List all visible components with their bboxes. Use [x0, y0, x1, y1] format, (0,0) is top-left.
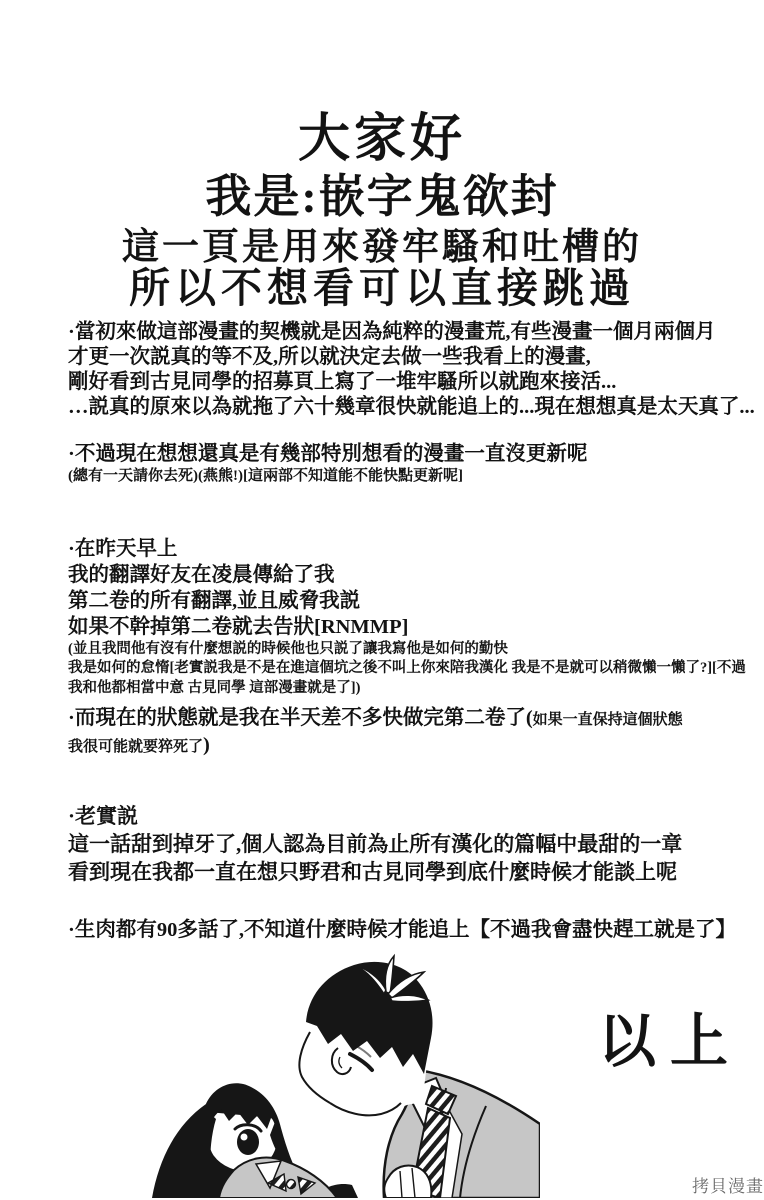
manga-illustration-komi-tadano-bowing — [88, 952, 540, 1198]
status-close-paren: ) — [203, 734, 210, 756]
text-note: 我是如何的怠惰[老實説我是不是在進這個坑之後不叫上你來陪我漢化 我是不是就可以稍微懶一懶了?][不過 — [68, 660, 746, 677]
paragraph-intro — [68, 320, 756, 420]
closing-statement: 以上 — [598, 1009, 743, 1074]
text-line: ·在昨天早上 — [68, 538, 178, 560]
text-line: …説真的原來以為就拖了六十幾章很快就能追上的...現在想想真是太天真了... — [68, 396, 755, 418]
text-line: 剛好看到古見同學的招募頁上寫了一堆牢騷所以就跑來接活... — [68, 371, 617, 393]
text-line: 看到現在我都一直在想只野君和古見同學到底什麼時候才能談上呢 — [68, 860, 677, 884]
text-note: 我和他都相當中意 古見同學 這部漫畫就是了]) — [68, 679, 361, 696]
page-title-greeting: 大家好 — [297, 111, 466, 168]
text-line: 這一話甜到掉牙了,個人認為目前為止所有漢化的篇幅中最甜的一章 — [68, 832, 683, 856]
paragraph-no-update — [68, 442, 756, 486]
page-title-identity: 我是:嵌字鬼欲封 — [205, 171, 559, 222]
status-note-line2: 我很可能就要猝死了 — [68, 739, 204, 755]
paragraph-status — [68, 706, 756, 760]
text-line: 我的翻譯好友在凌晨傳給了我 — [68, 564, 335, 586]
text-line — [68, 733, 756, 760]
paragraph-raw-chapters — [68, 918, 756, 943]
status-main-text: ·而現在的狀態就是我在半天差不多快做完第二卷了( — [68, 707, 533, 729]
komi-eye — [237, 1129, 259, 1155]
text-line: ·不過現在想想還真是有幾部特別想看的漫畫一直沒更新呢 — [68, 443, 588, 465]
text-line: ·生肉都有90多話了,不知道什麼時候才能追上【不過我會盡快趕工就是了】 — [68, 919, 736, 941]
paragraph-honest — [68, 802, 756, 886]
text-line: 才更一次説真的等不及,所以就決定去做一些我看上的漫畫, — [68, 346, 591, 368]
text-line: ·老實説 — [68, 804, 139, 828]
text-line — [68, 706, 756, 733]
site-watermark: 拷貝漫畫 — [692, 1177, 764, 1196]
page-title-skip-hint: 所以不想看可以直接跳過 — [129, 265, 635, 311]
text-line: 第二卷的所有翻譯,並且威脅我説 — [68, 590, 361, 612]
text-line: 如果不幹掉第二卷就去告狀[RNMMP] — [68, 616, 409, 638]
text-line: ·當初來做這部漫畫的契機就是因為純粹的漫畫荒,有些漫畫一個月兩個月 — [68, 321, 716, 343]
page-title-purpose: 這一頁是用來發牢騷和吐槽的 — [122, 227, 642, 268]
paragraph-yesterday — [68, 536, 756, 698]
text-note: (總有一天請你去死)(燕熊!)[這兩部不知道能不能快點更新呢] — [68, 468, 463, 484]
status-note-inline: 如果一直保持這個狀態 — [532, 712, 683, 728]
tadano-figure — [298, 956, 540, 1198]
text-note: (並且我問他有沒有什麼想説的時候他也只説了讓我寫他是如何的勤快 — [68, 641, 508, 657]
